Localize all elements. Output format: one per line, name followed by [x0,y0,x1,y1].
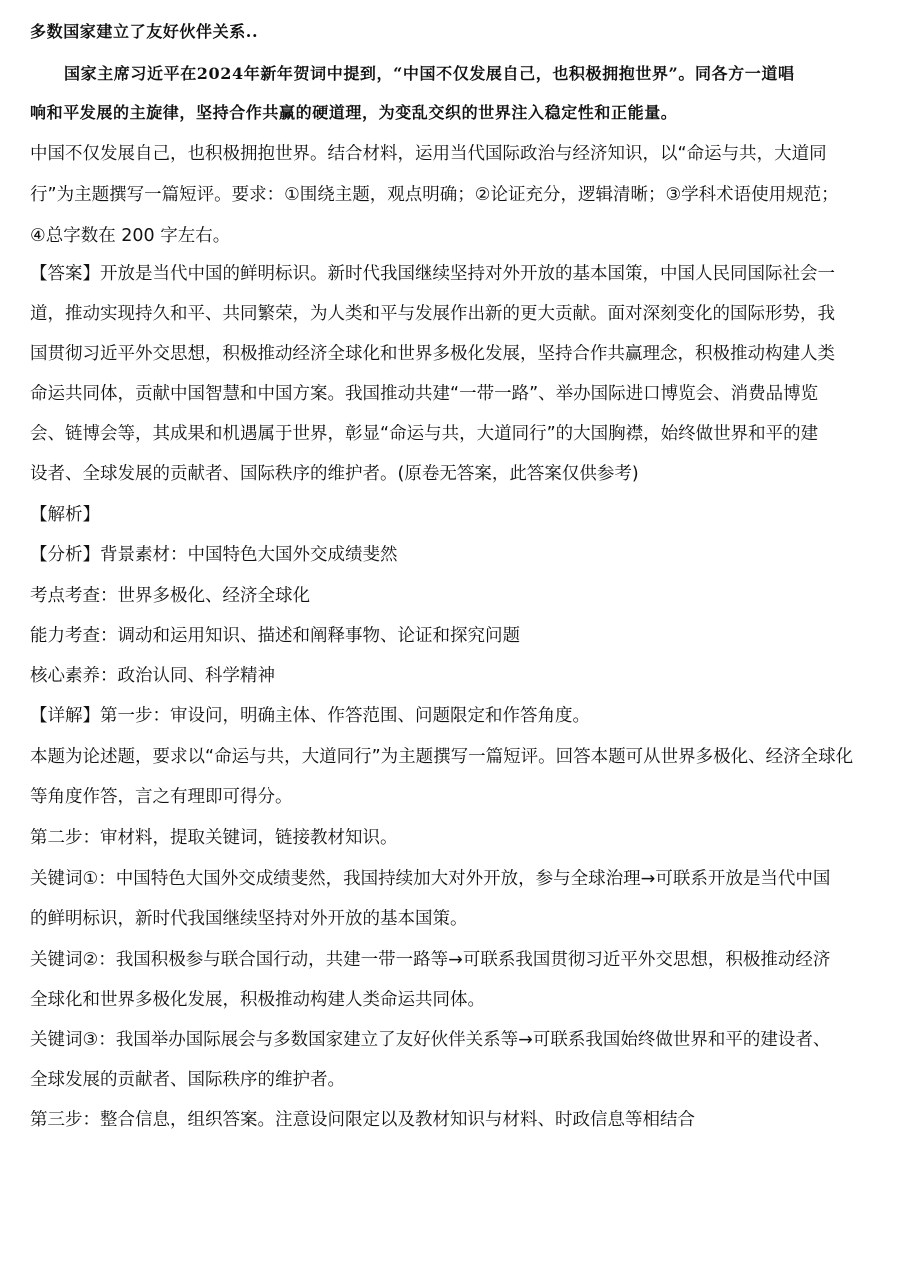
answer-line-2: 道，推动实现持久和平、共同繁荣，为人类和平与发展作出新的更大贡献。面对深刻变化的国际形势，我 [30,304,835,324]
analysis-paragraph-1-line-2: 等角度作答，言之有理即可得分。 [30,787,293,807]
question-line-2: 行”为主题撰写一篇短评。要求：①围绕主题，观点明确；②论证充分，逻辑清晰；③学科术语使用规范； [30,185,839,205]
answer-line-6: 设者、全球发展的贡献者、国际秩序的维护者。(原卷无答案，此答案仅供参考) [30,464,639,484]
answer-line-4: 命运共同体，贡献中国智慧和中国方案。我国推动共建“一带一路”、举办国际进口博览会、消费品博览 [30,384,819,404]
keyword-3-line-2: 全球发展的贡献者、国际秩序的维护者。 [30,1070,345,1090]
analysis-step-3: 第三步：整合信息，组织答案。注意设问限定以及教材知识与材料、时政信息等相结合 [30,1110,695,1130]
analysis-step-2: 第二步：审材料，提取关键词，链接教材知识。 [30,828,398,848]
keyword-2-line-1: 关键词②：我国积极参与联合国行动，共建一带一路等→可联系我国贯彻习近平外交思想，积极推动经济 [30,950,831,970]
answer-line-5: 会、链博会等，其成果和机遇属于世界，彰显“命运与共，大道同行”的大国胸襟，始终做世界和平的建 [30,424,819,444]
keyword-3-line-1: 关键词③：我国举办国际展会与多数国家建立了友好伙伴关系等→可联系我国始终做世界和平的建设者、 [30,1030,831,1050]
keyword-1-line-2: 的鲜明标识，新时代我国继续坚持对外开放的基本国策。 [30,909,468,929]
answer-line-1: 【答案】开放是当代中国的鲜明标识。新时代我国继续坚持对外开放的基本国策，中国人民同国际社会一 [30,264,835,284]
keyword-2-line-2: 全球化和世界多极化发展，积极推动构建人类命运共同体。 [30,990,485,1010]
analysis-kaodian: 考点考查：世界多极化、经济全球化 [30,586,310,606]
question-line-3: ④总字数在 200 字左右。 [30,226,231,246]
analysis-nengli: 能力考查：调动和运用知识、描述和阐释事物、论证和探究问题 [30,626,520,646]
analysis-fenxi: 【分析】背景素材：中国特色大国外交成绩斐然 [30,545,398,565]
material-line-3: 响和平发展的主旋律，坚持合作共赢的硬道理，为变乱交织的世界注入稳定性和正能量。 [30,103,678,122]
analysis-heading: 【解析】 [30,505,100,525]
material-line-1: 多数国家建立了友好伙伴关系.. [30,22,259,41]
question-line-1: 中国不仅发展自己，也积极拥抱世界。结合材料，运用当代国际政治与经济知识，以“命运与共，大道同 [30,144,827,164]
keyword-1-line-1: 关键词①：中国特色大国外交成绩斐然，我国持续加大对外开放，参与全球治理→可联系开放是当代中国 [30,869,831,889]
analysis-suyang: 核心素养：政治认同、科学精神 [30,666,275,686]
analysis-paragraph-1-line-1: 本题为论述题，要求以“命运与共，大道同行”为主题撰写一篇短评。回答本题可从世界多极化、经济全球化 [30,747,854,767]
analysis-xiangjie: 【详解】第一步：审设问，明确主体、作答范围、问题限定和作答角度。 [30,706,590,726]
answer-line-3: 国贯彻习近平外交思想，积极推动经济全球化和世界多极化发展，坚持合作共赢理念，积极推动构建人类 [30,344,835,364]
material-line-2: 国家主席习近平在2024年新年贺词中提到，“中国不仅发展自己，也积极拥抱世界”。同各方一道唱 [64,64,795,83]
